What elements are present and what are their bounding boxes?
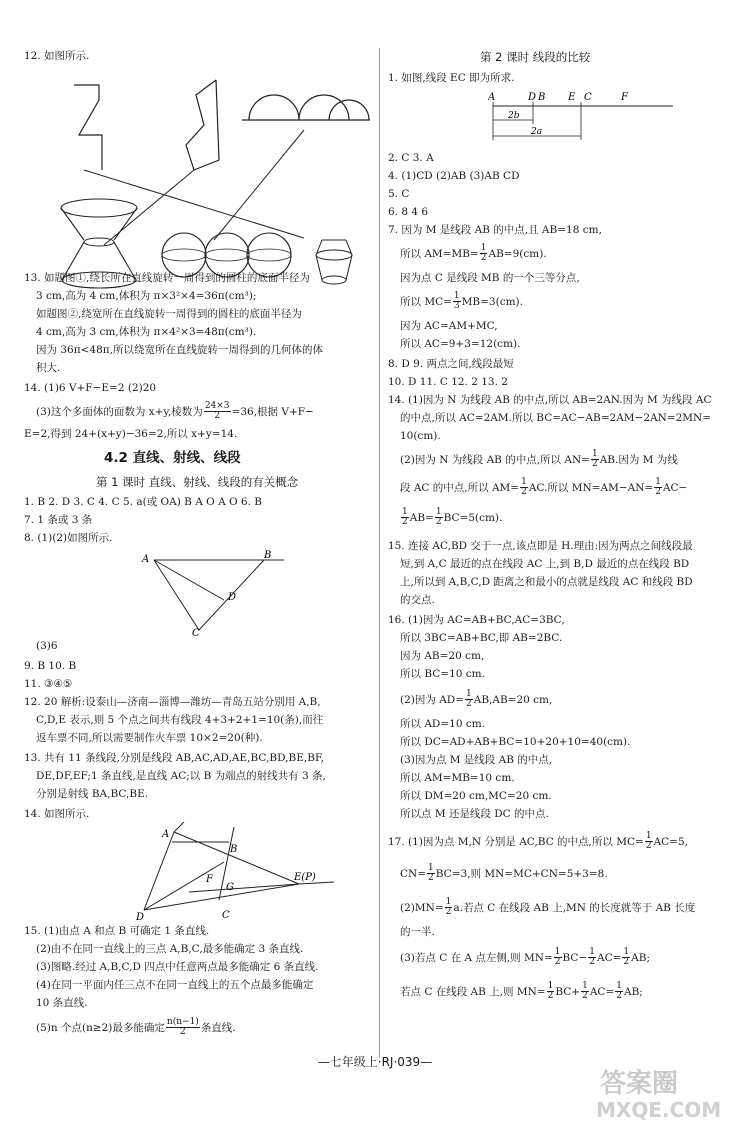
fraction-half: $\frac{1}{2}$ <box>466 689 472 710</box>
fig8-label-c: C <box>192 628 200 638</box>
r-q15-line-2: 短,到 A,C 最近的点在线段 AC 上,到 B,D 最近的点在线段 BD <box>400 558 690 570</box>
r-q17-line-4: 的一半. <box>400 926 435 938</box>
lesson1-q13-line-1: 13. 共有 11 条线段,分别是线段 AB,AC,AD,AE,BC,BD,BE,BF, <box>24 752 324 764</box>
fraction-half: $\frac{1}{2}$ <box>645 831 652 852</box>
r-q17-line-1: 17. (1)因为点 M,N 分别是 AC,BC 的中点,所以 MC= $\frac{1}{2}$ AC=5, <box>388 831 688 852</box>
lesson1-q7: 7. 1 条或 3 条 <box>24 514 93 526</box>
q12-text: 12. 如图所示. <box>24 50 90 62</box>
fraction-half: $\frac{1}{2}$ <box>655 477 661 498</box>
r-q16-line-10: 所以 DM=20 cm,MC=20 cm. <box>400 790 552 802</box>
r-q16-line-9: 所以 AM=MB=10 cm. <box>400 772 515 784</box>
r-q16-line-1: 16. (1)因为 AC=AB+BC,AC=3BC, <box>388 614 565 626</box>
r-q14-line-5: 段 AC 的中点,所以 AM= $\frac{1}{2}$ AC.所以 MN=AM−AN= $\frac{1}{2}$ AC− <box>400 477 688 498</box>
r-q14-line-3: 10(cm). <box>400 430 441 442</box>
fig14-label-b: B <box>230 844 238 855</box>
seg-label-b: B <box>538 92 546 103</box>
r-q17-line-3: (2)MN= $\frac{1}{2}$ a.若点 C 在线段 AB 上,MN 的长度就等于 AB 长度 <box>400 897 696 918</box>
watermark-url: MXQE.COM <box>596 1098 722 1122</box>
r-q7-line-2: 所以 AM=MB= $\frac{1}{2}$ AB=9(cm). <box>400 243 547 264</box>
r-q16-line-8: (3)因为点 M 是线段 AB 的中点, <box>400 754 553 766</box>
lesson1-q13-line-2: DE,DF,EF;1 条直线,是直线 AC;以 B 为端点的射线共有 3 条, <box>36 770 326 782</box>
lesson1-q12-line-1: 12. 20 解析:设泰山—济南—淄博—潍坊—青岛五站分别用 A,B, <box>24 696 321 708</box>
r-q1-figure <box>488 90 678 150</box>
q12-figure <box>54 70 374 290</box>
fig14-label-c: C <box>222 910 230 921</box>
r-q16-line-3: 因为 AB=20 cm, <box>400 650 485 662</box>
q14-line-1: 14. (1)6 V+F−E=2 (2)20 <box>24 382 157 394</box>
r-q14-line-2: 的中点,所以 AC=2AM.所以 BC=AC−AB=2AM−2AN=2MN= <box>400 412 712 424</box>
q14-line-3: E=2,得到 24+(x+y)−36=2,所以 x+y=14. <box>24 428 238 440</box>
fraction-half: $\frac{1}{2}$ <box>589 947 595 968</box>
fraction-half: $\frac{1}{2}$ <box>623 947 630 968</box>
q13-line-3: 如题图②,绕宽所在直线旋转一周得到的圆柱的底面半径为 <box>36 308 302 320</box>
seg-label-a: A <box>488 92 496 103</box>
q13-line-6: 积大. <box>36 362 61 374</box>
r-q15-line-3: 上,所以到 A,B,C,D 距离之和最小的点就是线段 AC 和线段 BD <box>400 576 693 588</box>
r-q5: 5. C <box>388 188 410 200</box>
lesson-2-title: 第 2 课时 线段的比较 <box>480 50 591 64</box>
q8-figure <box>134 548 304 638</box>
r-q15-line-1: 15. 连接 AC,BD 交于一点,该点即是 H.理由:因为两点之间线段最 <box>388 540 693 552</box>
r-q10-13: 10. D 11. C 12. 2 13. 2 <box>388 376 508 388</box>
r-q16-line-6: 所以 AD=10 cm. <box>400 718 486 730</box>
fraction-half: $\frac{1}{2}$ <box>428 863 434 884</box>
q13-line-1: 13. 如题图①,绕长所在直线旋转一周得到的圆柱的底面半径为 <box>24 272 310 284</box>
watermark-logo: 答案圈 <box>600 1069 679 1099</box>
lesson1-q15-line-3: (3)图略.经过 A,B,C,D 四点中任意两点最多能确定 6 条直线. <box>36 961 319 973</box>
fraction-half: $\frac{1}{2}$ <box>402 507 408 528</box>
fraction-half: $\frac{1}{2}$ <box>591 449 598 470</box>
r-q16-line-11: 所以点 M 还是线段 DC 的中点. <box>400 808 549 820</box>
fraction-half: $\frac{1}{2}$ <box>554 947 561 968</box>
q13-line-4: 4 cm,高为 3 cm,体积为 π×4²×3=48π(cm³). <box>36 326 257 338</box>
lesson1-q8: 8. (1)(2)如图所示. <box>24 532 113 544</box>
r-q16-line-4: 所以 BC=10 cm. <box>400 668 485 680</box>
r-q6: 6. 8 4 6 <box>388 206 429 218</box>
r-q7-line-6: 所以 AC=9+3=12(cm). <box>400 338 521 350</box>
q13-line-2: 3 cm,高为 4 cm,体积为 π×3²×4=36π(cm³); <box>36 290 257 302</box>
fraction-half: $\frac{1}{2}$ <box>616 981 622 1002</box>
r-q4: 4. (1)CD (2)AB (3)AB CD <box>388 170 520 182</box>
section-title: 4.2 直线、射线、线段 <box>104 450 241 466</box>
fraction-half: $\frac{1}{2}$ <box>480 243 487 264</box>
r-q7-line-4: 所以 MC= $\frac{1}{3}$ MB=3(cm). <box>400 291 523 312</box>
lesson1-q15-line-4: (4)在同一平面内任三点不在同一直线上的五个点最多能确定 <box>36 979 314 991</box>
q14-line-2: (3)这个多面体的面数为 x+y,棱数为 $\frac{24\times 3}{2}$ =36,根据 V+F− <box>36 401 314 422</box>
lesson-1-title: 第 1 课时 直线、射线、线段的有关概念 <box>96 475 299 489</box>
lesson1-q1-6: 1. B 2. D 3. C 4. C 5. a(或 OA) B A O A O 6. B <box>24 496 263 508</box>
r-q16-line-5: (2)因为 AD= $\frac{1}{2}$ AB,AB=20 cm, <box>400 689 553 710</box>
r-q14-line-1: 14. (1)因为 N 为线段 AB 的中点,所以 AB=2AN.因为 M 为线段 AC <box>388 394 712 406</box>
r-q7-line-1: 7. 因为 M 是线段 AB 的中点,且 AB=18 cm, <box>388 224 602 236</box>
lesson1-q11: 11. ③④⑤ <box>24 678 73 690</box>
seg-label-d: D <box>528 92 537 103</box>
lesson1-q9-10: 9. B 10. B <box>24 660 77 672</box>
r-q15-line-4: 的交点. <box>400 594 435 606</box>
r-q14-line-4: (2)因为 N 为线段 AB 的中点,所以 AN= $\frac{1}{2}$ AB.因为 M 为线 <box>400 449 678 470</box>
q13-line-5: 因为 36π<48π,所以绕宽所在直线旋转一周得到的几何体的体 <box>36 344 323 356</box>
seg-label-e: E <box>568 92 576 103</box>
lesson1-q12-line-3: 返车票不同,所以需要制作火车票 10×2=20(种). <box>36 732 263 744</box>
fig8-label-b: B <box>264 550 272 561</box>
lesson1-q15-line-6: (5)n 个点(n≥2)最多能确定 $\frac{n(n-1)}{2}$ 条直线. <box>36 1017 236 1038</box>
r-q17-line-2: CN= $\frac{1}{2}$ BC=3,则 MN=MC+CN=5+3=8. <box>400 863 608 884</box>
r-q8-9: 8. D 9. 两点之间,线段最短 <box>388 358 514 370</box>
r-q7-line-5: 因为 AC=AM+MC, <box>400 320 498 332</box>
fig14-label-e: E(P) <box>294 872 316 883</box>
lesson1-q12-line-2: C,D,E 表示,则 5 个点之间共有线段 4+3+2+1=10(条),而往 <box>36 714 324 726</box>
r-q1: 1. 如图,线段 EC 即为所求. <box>388 72 515 84</box>
fraction-half: $\frac{1}{2}$ <box>435 507 442 528</box>
lesson1-q8-3: (3)6 <box>36 640 58 652</box>
seg-label-2a: 2a <box>531 127 543 137</box>
fraction-half: $\frac{1}{2}$ <box>582 981 588 1002</box>
lesson1-q14: 14. 如图所示. <box>24 808 90 820</box>
seg-label-f: F <box>621 92 628 103</box>
lesson1-q13-line-3: 分别是射线 BA,BC,BE. <box>36 788 149 800</box>
r-q14-line-6: $\frac{1}{2}$ AB= $\frac{1}{2}$ BC=5(cm). <box>402 507 503 528</box>
fig14-label-a: A <box>162 829 170 840</box>
lesson1-q15-line-1: 15. (1)由点 A 和点 B 可确定 1 条直线. <box>24 925 210 937</box>
lesson1-q15-line-5: 10 条直线. <box>36 997 88 1009</box>
q14-figure <box>134 822 334 922</box>
r-q17-line-5: (3)若点 C 在 A 点左侧,则 MN= $\frac{1}{2}$ BC− $\frac{1}{2}$ AC= $\frac{1}{2}$ AB; <box>400 947 650 968</box>
column-divider <box>379 48 380 1058</box>
fraction-half: $\frac{1}{2}$ <box>445 897 452 918</box>
fraction-half: $\frac{1}{2}$ <box>547 981 554 1002</box>
fig14-label-g: G <box>226 882 234 893</box>
fig14-label-d: D <box>136 912 145 922</box>
fig8-label-d: D <box>228 592 237 603</box>
fraction-half: $\frac{1}{2}$ <box>521 477 527 498</box>
page-footer: —七年级上·RJ·039— <box>317 1055 433 1069</box>
r-q2-3: 2. C 3. A <box>388 152 434 164</box>
seg-label-2b: 2b <box>508 111 520 121</box>
r-q7-line-3: 因为点 C 是线段 MB 的一个三等分点, <box>400 272 580 284</box>
r-q16-line-7: 所以 DC=AD+AB+BC=10+20+10=40(cm). <box>400 736 631 748</box>
seg-label-c: C <box>584 92 592 103</box>
fig14-label-f: F <box>206 874 213 885</box>
lesson1-q15-line-2: (2)由不在同一直线上的三点 A,B,C,最多能确定 3 条直线. <box>36 943 304 955</box>
fig8-label-a: A <box>142 554 150 565</box>
fraction: $\frac{n(n-1)}{2}$ <box>166 1017 199 1038</box>
fraction-third: $\frac{1}{3}$ <box>453 291 460 312</box>
r-q17-line-6: 若点 C 在线段 AB 上,则 MN= $\frac{1}{2}$ BC+ $\frac{1}{2}$ AC= $\frac{1}{2}$ AB; <box>400 981 643 1002</box>
fraction: $\frac{24\times 3}{2}$ <box>204 401 230 422</box>
r-q16-line-2: 所以 3BC=AB+BC,即 AB=2BC. <box>400 632 563 644</box>
